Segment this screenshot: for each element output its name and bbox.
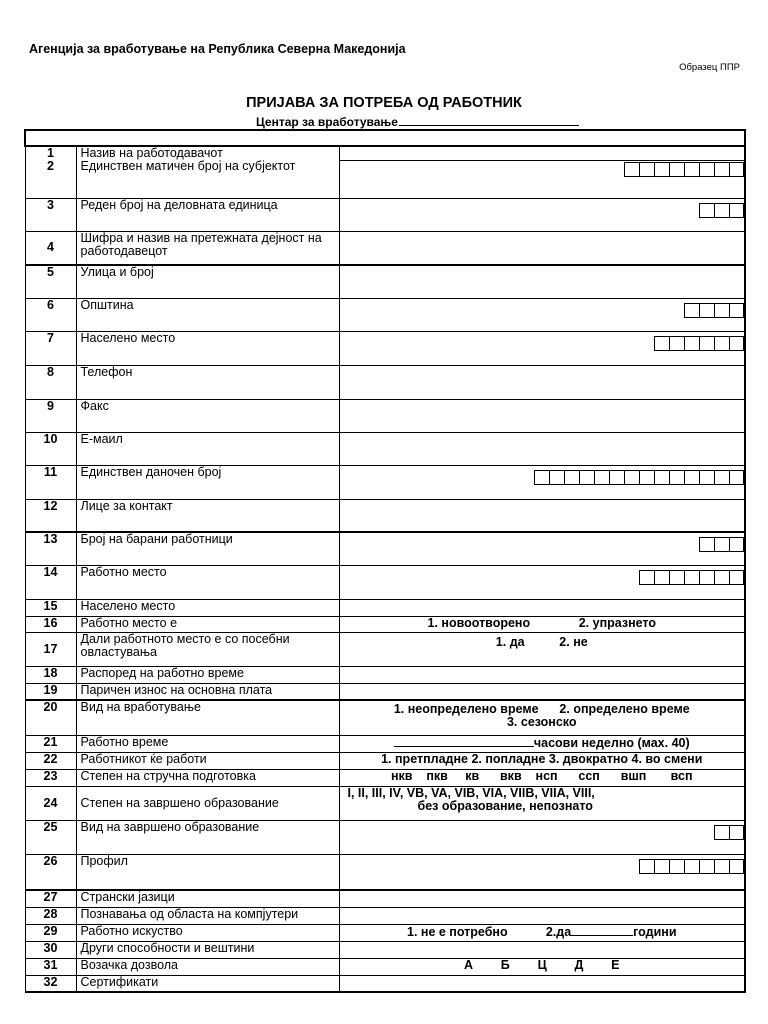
unit-number-field[interactable] xyxy=(339,198,745,231)
form-code: Образец ППР xyxy=(679,62,740,73)
row-label: Лице за контакт xyxy=(76,499,339,532)
contact-person-field[interactable] xyxy=(339,499,745,532)
row-label: Дали работното место е со посебни овластувања xyxy=(76,632,339,666)
work-place-location-field[interactable] xyxy=(339,599,745,616)
municipality-field[interactable] xyxy=(339,298,745,331)
row-label: Паричен износ на основна плата xyxy=(76,683,339,700)
row-label: Број на барани работници xyxy=(76,532,339,565)
special-authorization-options[interactable]: 1. да 2. не xyxy=(339,632,745,666)
tax-number-field[interactable] xyxy=(339,465,745,499)
tax-number-boxes[interactable] xyxy=(534,470,744,485)
row-number: 7 xyxy=(25,331,76,365)
row-number: 29 xyxy=(25,924,76,941)
workplace-field[interactable] xyxy=(339,565,745,599)
row-label: Работникот ќе работи xyxy=(76,752,339,769)
driving-license-options[interactable]: А Б Ц Д Е xyxy=(339,958,745,975)
municipality-boxes[interactable] xyxy=(684,303,744,318)
education-type-boxes[interactable] xyxy=(714,825,744,840)
row-number: 32 xyxy=(25,975,76,992)
row-number: 3 xyxy=(25,198,76,231)
fax-field[interactable] xyxy=(339,399,745,432)
row-label: Сертификати xyxy=(76,975,339,992)
row-number: 20 xyxy=(25,700,76,735)
row-label: Телефон xyxy=(76,365,339,399)
workplace-boxes[interactable] xyxy=(639,570,744,585)
employer-name-field[interactable] xyxy=(340,147,745,161)
row-number: 19 xyxy=(25,683,76,700)
row-label: Назив на работодавачот Единствен матичен број на субјектот xyxy=(76,146,339,198)
row-number: 9 xyxy=(25,399,76,432)
computer-skills-field[interactable] xyxy=(339,907,745,924)
row-number: 5 xyxy=(25,265,76,298)
row-label: Вид на вработување xyxy=(76,700,339,735)
qualification-level-options[interactable]: нкв пкв кв вкв нсп ссп вшп всп xyxy=(339,769,745,786)
languages-field[interactable] xyxy=(339,890,745,907)
row-number: 21 xyxy=(25,735,76,752)
row-label: Населено место xyxy=(76,331,339,365)
row-number: 30 xyxy=(25,941,76,958)
other-skills-field[interactable] xyxy=(339,941,745,958)
row-label: Населено место xyxy=(76,599,339,616)
experience-options[interactable]: 1. не е потребно 2.да години xyxy=(339,924,745,941)
row-label: Општина xyxy=(76,298,339,331)
row-label: Странски јазици xyxy=(76,890,339,907)
row-number: 14 xyxy=(25,565,76,599)
row-label: Единствен даночен број xyxy=(76,465,339,499)
embs-boxes[interactable] xyxy=(624,162,744,177)
employment-center-label: Центар за вработување xyxy=(256,115,398,129)
row-number: 8 xyxy=(25,365,76,399)
education-level-options[interactable]: I, II, III, IV, VB, VA, VIB, VIA, VIIB, VIIA, VIII, без образование, непознато xyxy=(339,786,745,820)
shift-options[interactable]: 1. претпладне 2. попладне 3. двократно 4. во смени xyxy=(339,752,745,769)
row-number: 27 xyxy=(25,890,76,907)
row-label: Шифра и назив на претежната дејност на работодавецот xyxy=(76,231,339,265)
email-field[interactable] xyxy=(339,432,745,465)
employment-center-line xyxy=(256,114,579,129)
row-number: 25 xyxy=(25,820,76,854)
row-label: Работно место е xyxy=(76,616,339,632)
row-number: 12 xyxy=(25,499,76,532)
row-label: Работно место xyxy=(76,565,339,599)
row-label: Е-маил xyxy=(76,432,339,465)
place-boxes[interactable] xyxy=(654,336,744,351)
row-label: Профил xyxy=(76,854,339,890)
row-label: Степен на завршено образование xyxy=(76,786,339,820)
employment-type-options[interactable]: 1. неопределено време 2. определено време 3. сезонско xyxy=(339,700,745,735)
row-number: 23 xyxy=(25,769,76,786)
row-label: Познавања од областа на компјутери xyxy=(76,907,339,924)
unit-number-boxes[interactable] xyxy=(699,203,744,218)
profile-boxes[interactable] xyxy=(639,859,744,874)
row-number: 26 xyxy=(25,854,76,890)
experience-years-blank[interactable] xyxy=(571,925,633,936)
base-salary-field[interactable] xyxy=(339,683,745,700)
row-number: 1 2 xyxy=(25,146,76,198)
education-type-field[interactable] xyxy=(339,820,745,854)
row-number: 28 xyxy=(25,907,76,924)
hours-blank[interactable] xyxy=(394,736,534,747)
form-title: ПРИЈАВА ЗА ПОТРЕБА ОД РАБОТНИК xyxy=(246,95,522,111)
row-label: Возачка дозвола xyxy=(76,958,339,975)
phone-field[interactable] xyxy=(339,365,745,399)
row-number: 16 xyxy=(25,616,76,632)
row-number: 24 xyxy=(25,786,76,820)
row-label: Други способности и вештини xyxy=(76,941,339,958)
employer-field[interactable] xyxy=(339,146,745,198)
row-label: Работно време xyxy=(76,735,339,752)
row-number: 31 xyxy=(25,958,76,975)
row-label: Работно искуство xyxy=(76,924,339,941)
working-hours-field[interactable]: часови неделно (мах. 40) xyxy=(339,735,745,752)
row-number: 22 xyxy=(25,752,76,769)
row-number: 11 xyxy=(25,465,76,499)
certificates-field[interactable] xyxy=(339,975,745,992)
row-number: 18 xyxy=(25,666,76,683)
row-number: 13 xyxy=(25,532,76,565)
row-label: Улица и број xyxy=(76,265,339,298)
row-number: 10 xyxy=(25,432,76,465)
workplace-type-options[interactable]: 1. новоотворено 2. упразнето xyxy=(339,616,745,632)
activity-field[interactable] xyxy=(339,231,745,265)
workers-count-field[interactable] xyxy=(339,532,745,565)
row-label: Распоред на работно време xyxy=(76,666,339,683)
row-label: Вид на завршено образование xyxy=(76,820,339,854)
row-number: 15 xyxy=(25,599,76,616)
application-form-table xyxy=(24,129,746,993)
profile-field[interactable] xyxy=(339,854,745,890)
row-label: Факс xyxy=(76,399,339,432)
work-schedule-field[interactable] xyxy=(339,666,745,683)
form-header-band xyxy=(25,130,745,146)
row-label: Степен на стручна подготовка xyxy=(76,769,339,786)
row-label: Реден број на деловната единица xyxy=(76,198,339,231)
employment-center-field[interactable] xyxy=(399,114,579,126)
agency-name: Агенција за вработување на Република Северна Македонија xyxy=(29,42,406,56)
place-field[interactable] xyxy=(339,331,745,365)
row-number: 17 xyxy=(25,632,76,666)
street-field[interactable] xyxy=(339,265,745,298)
row-number: 6 xyxy=(25,298,76,331)
workers-count-boxes[interactable] xyxy=(699,537,744,552)
row-number: 4 xyxy=(25,231,76,265)
